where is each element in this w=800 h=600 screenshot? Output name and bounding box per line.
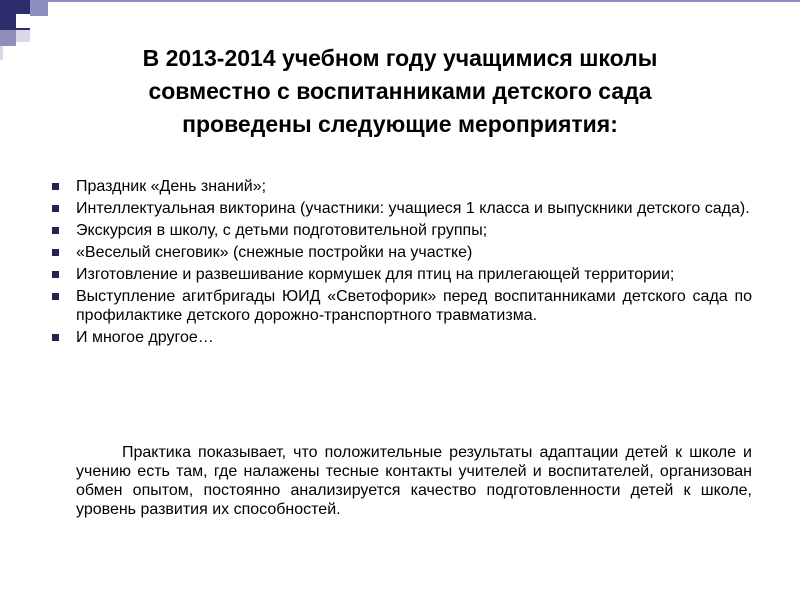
conclusion-paragraph: Практика показывает, что положительные результаты адаптации детей к школе и учению есть там, где налажены тесные контакты учителей и воспитателей, организован обмен опытом, постоянно анализируется качество подготовленности детей к школе, уровень развития их способностей.	[76, 444, 752, 518]
list-item-text: Интеллектуальная викторина (участники: учащиеся 1 класса и выпускники детского сада).	[76, 200, 750, 217]
events-list	[52, 177, 752, 350]
list-item-text: Выступление агитбригады ЮИД «Светофорик» перед воспитанниками детского сада по профилактике детского дорожно-транспортного травматизма.	[76, 288, 752, 324]
list-item	[52, 265, 752, 284]
list-item	[52, 199, 752, 218]
list-item-text: Изготовление и развешивание кормушек для птиц на прилегающей территории;	[76, 266, 675, 283]
deco-square-white	[16, 14, 30, 28]
square-bullet-icon	[52, 293, 59, 300]
list-item-text: И многое другое…	[76, 329, 214, 346]
title-line: совместно с воспитанниками детского сада	[148, 78, 652, 104]
list-item	[52, 243, 752, 262]
square-bullet-icon	[52, 271, 59, 278]
title-line: В 2013-2014 учебном году учащимися школы	[142, 45, 658, 71]
square-bullet-icon	[52, 334, 59, 341]
deco-rule-top	[48, 0, 800, 2]
title-line: проведены следующие мероприятия:	[182, 111, 618, 137]
deco-strip	[0, 46, 3, 60]
slide-title	[40, 42, 760, 141]
list-item	[52, 221, 752, 240]
list-item-text: Экскурсия в школу, с детьми подготовительной группы;	[76, 222, 488, 239]
list-item-text: Праздник «День знаний»;	[76, 178, 267, 195]
deco-square-light	[16, 30, 30, 42]
list-item	[52, 287, 752, 325]
deco-square-mid	[30, 0, 48, 16]
square-bullet-icon	[52, 249, 59, 256]
square-bullet-icon	[52, 183, 59, 190]
list-item	[52, 177, 752, 196]
deco-square-mid-2	[0, 30, 16, 46]
list-item-text: «Веселый снеговик» (снежные постройки на участке)	[76, 244, 473, 261]
square-bullet-icon	[52, 227, 59, 234]
list-item	[52, 328, 752, 347]
square-bullet-icon	[52, 205, 59, 212]
